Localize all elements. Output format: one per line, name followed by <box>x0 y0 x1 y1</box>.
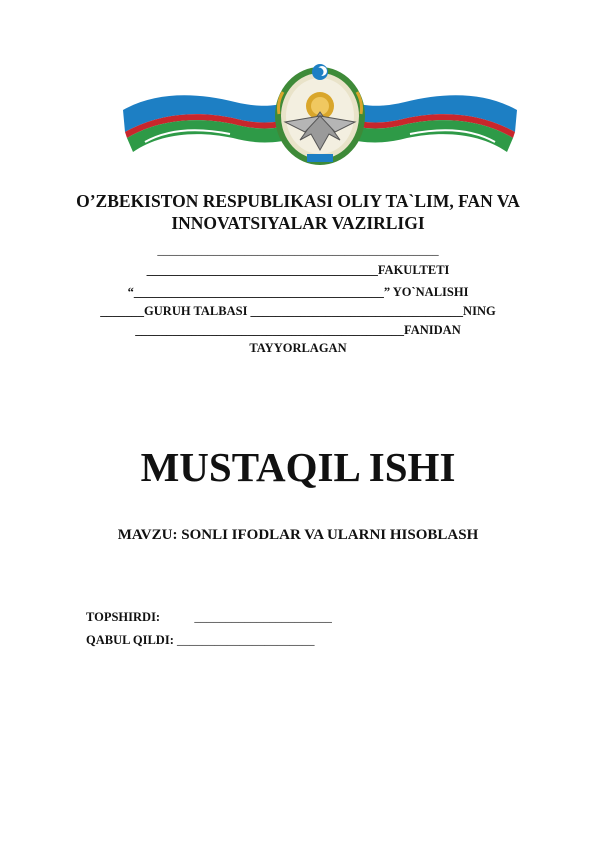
group-line: _______GURUH TALBASI __________________________________NING <box>100 304 496 318</box>
direction-line: “________________________________________” YO`NALISHI <box>127 285 469 299</box>
topic-line: MAVZU: SONLI IFODLAR VA ULARNI HISOBLASH <box>117 527 479 543</box>
submitted-blank: ______________________ <box>194 610 332 624</box>
accepted-blank: ______________________ <box>177 633 315 647</box>
ministry-line-1: O’ZBEKISTON RESPUBLIKASI OLIY TA`LIM, FAN VA <box>76 191 520 211</box>
ribbon-right <box>344 95 517 152</box>
document-title: MUSTAQIL ISHI <box>140 444 456 490</box>
subject-line: ___________________________________________FANIDAN <box>135 323 461 337</box>
accepted-row <box>86 633 315 648</box>
state-emblem <box>115 62 525 166</box>
submitted-label: TOPSHIRDI: <box>86 610 161 624</box>
ribbon-left <box>123 95 296 152</box>
emblem-ribbon-base <box>307 154 333 162</box>
star-crescent <box>312 64 328 80</box>
submitted-row <box>86 610 332 625</box>
prepared-by: TAYYORLAGAN <box>249 341 347 355</box>
accepted-label: QABUL QILDI: <box>86 633 174 647</box>
ministry-line-2: INNOVATSIYALAR VAZIRLIGI <box>171 213 425 233</box>
blank-line: _____________________________________________ <box>157 243 439 257</box>
faculty-line: _____________________________________FAKULTETI <box>146 263 450 277</box>
